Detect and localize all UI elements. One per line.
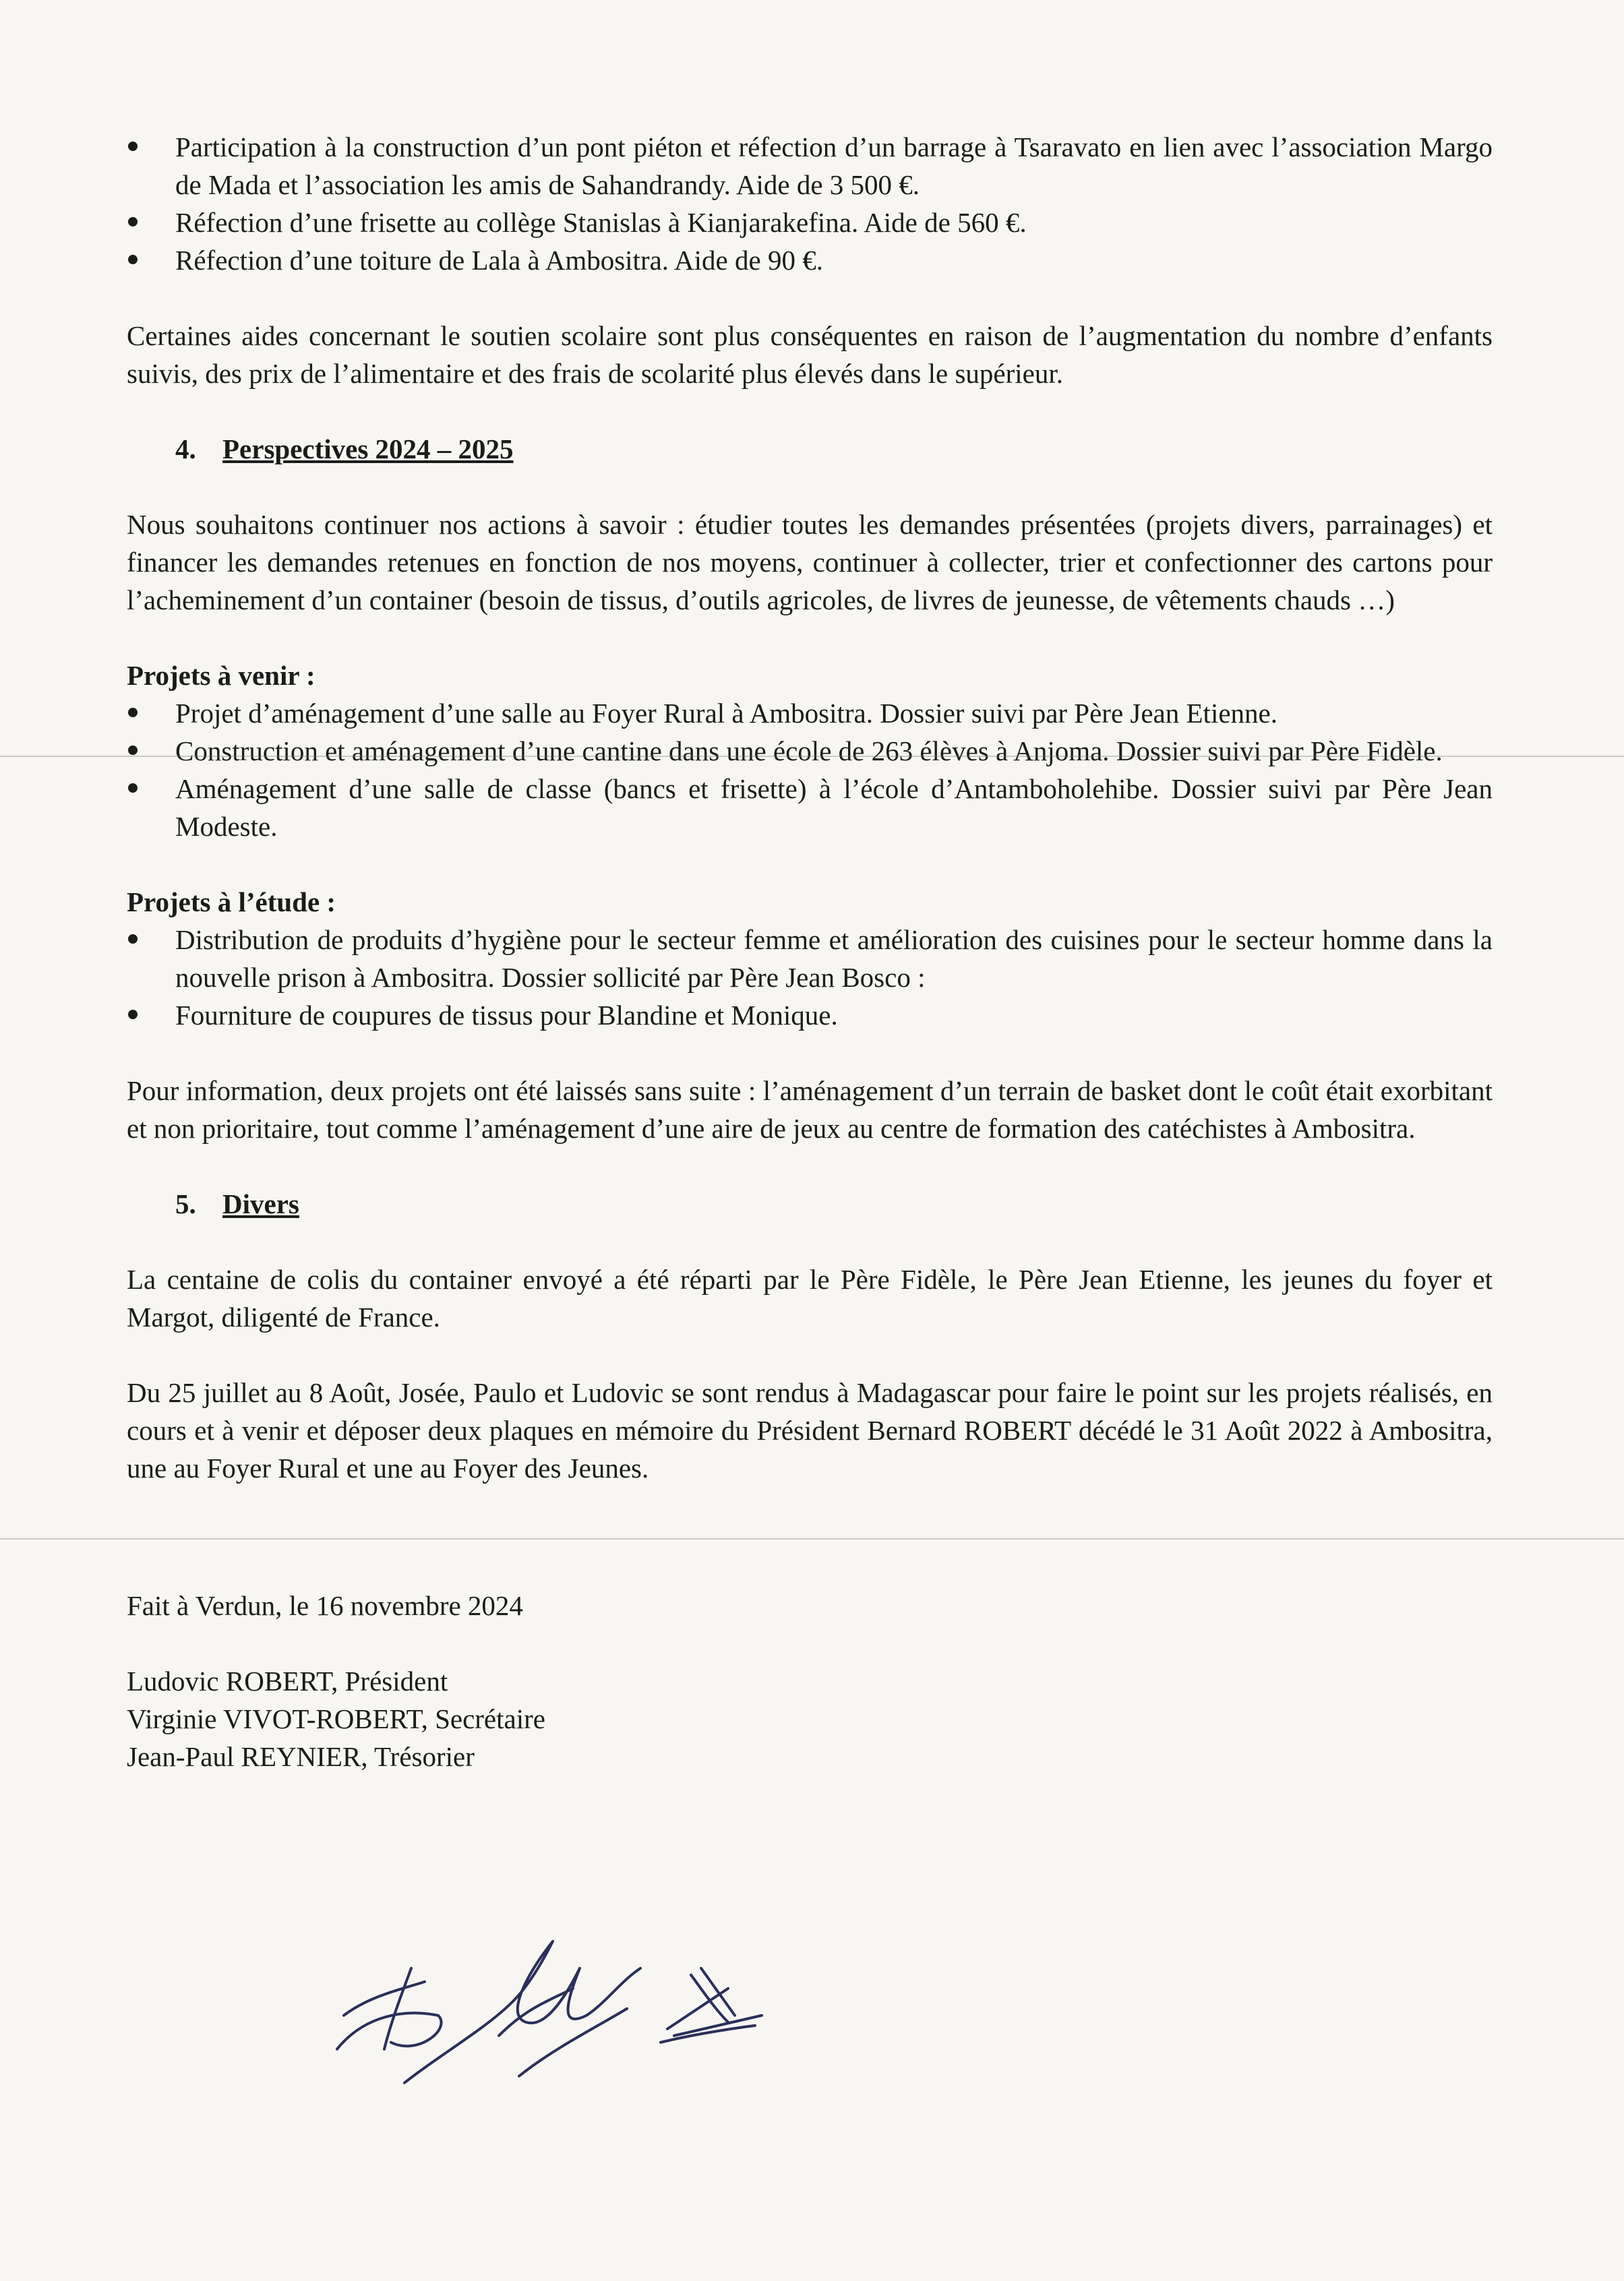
divers-paragraph-2: Du 25 juillet au 8 Août, Josée, Paulo et Ludovic se sont rendus à Madagascar pour faire le point sur les projets réalisés, en cours et à venir et déposer deux plaques en mémoire du Président Bernard ROBERT décédé le 31 Août 2022 à Ambositra, une au Foyer Rural et une au Foyer des Jeunes. — [127, 1377, 1493, 1484]
page-fold-line — [0, 1538, 1624, 1540]
section-heading-perspectives — [127, 430, 1493, 468]
signer-tresorier: Jean-Paul REYNIER, Trésorier — [127, 1741, 475, 1772]
projets-a-venir-heading: Projets à venir : — [127, 660, 315, 691]
intro-bullet-list — [127, 128, 1493, 279]
signer-secretaire: Virginie VIVOT-ROBERT, Secrétaire — [127, 1703, 545, 1734]
section-number: 5. — [175, 1188, 196, 1219]
bullet-icon — [128, 746, 138, 755]
list-item: Distribution de produits d’hygiène pour le secteur femme et amélioration des cuisines pour le secteur homme dans la nouvelle prison à Ambositra. Dossier sollicité par Père Jean Bosco : — [127, 921, 1493, 996]
bullet-icon — [128, 217, 138, 226]
bullet-icon — [128, 783, 138, 793]
list-item: Réfection d’une frisette au collège Stanislas à Kianjarakefina. Aide de 560 €. — [127, 204, 1493, 241]
intro-paragraph: Certaines aides concernant le soutien scolaire sont plus conséquentes en raison de l’augmentation du nombre d’enfants suivis, des prix de l’alimentaire et des frais de scolarité plus élevés dans le supérieur. — [127, 320, 1493, 389]
bullet-icon — [128, 255, 138, 264]
list-item: Aménagement d’une salle de classe (bancs et frisette) à l’école d’Antamboholehibe. Dossier suivi par Père Jean Modeste. — [127, 770, 1493, 845]
place-date: Fait à Verdun, le 16 novembre 2024 — [127, 1590, 523, 1621]
information-paragraph: Pour information, deux projets ont été laissés sans suite : l’aménagement d’un terrain de basket dont le coût était exorbitant et non prioritaire, tout comme l’aménagement d’une aire de jeux au centre de formation des catéchistes à Ambositra. — [127, 1075, 1493, 1144]
section-number: 4. — [175, 433, 196, 464]
bullet-icon — [128, 708, 138, 717]
projets-a-venir-list — [127, 694, 1493, 845]
handwritten-signatures — [324, 1914, 836, 2090]
list-item: Construction et aménagement d’une cantine dans une école de 263 élèves à Anjoma. Dossier suivi par Père Fidèle. — [127, 732, 1493, 770]
projets-etude-list — [127, 921, 1493, 1034]
section-title: Divers — [222, 1188, 299, 1219]
bullet-icon — [128, 1010, 138, 1019]
list-item: Projet d’aménagement d’une salle au Foyer Rural à Ambositra. Dossier suivi par Père Jean Etienne. — [127, 694, 1493, 732]
list-item: Réfection d’une toiture de Lala à Ambositra. Aide de 90 €. — [127, 241, 1493, 279]
bullet-icon — [128, 142, 138, 151]
bullet-icon — [128, 934, 138, 944]
signer-president: Ludovic ROBERT, Président — [127, 1666, 448, 1697]
divers-paragraph-1: La centaine de colis du container envoyé a été réparti par le Père Fidèle, le Père Jean Etienne, les jeunes du foyer et Margot, diligenté de France. — [127, 1264, 1493, 1333]
list-item: Fourniture de coupures de tissus pour Blandine et Monique. — [127, 996, 1493, 1034]
page-fold-line — [0, 756, 1624, 757]
list-item: Participation à la construction d’un pont piéton et réfection d’un barrage à Tsaravato en lien avec l’association Margo de Mada et l’association les amis de Sahandrandy. Aide de 3 500 €. — [127, 128, 1493, 204]
projets-etude-heading: Projets à l’étude : — [127, 886, 336, 917]
section-title: Perspectives 2024 – 2025 — [222, 433, 514, 464]
signers-block — [127, 1662, 1493, 1775]
section-heading-divers — [127, 1185, 1493, 1223]
perspectives-paragraph: Nous souhaitons continuer nos actions à savoir : étudier toutes les demandes présentées (projets divers, parrainages) et financer les demandes retenues en fonction de nos moyens, continuer à collecter, trier et confectionner des cartons pour l’acheminement d’un container (besoin de tissus, d’outils agricoles, de livres de jeunesse, de vêtements chauds …) — [127, 509, 1493, 615]
